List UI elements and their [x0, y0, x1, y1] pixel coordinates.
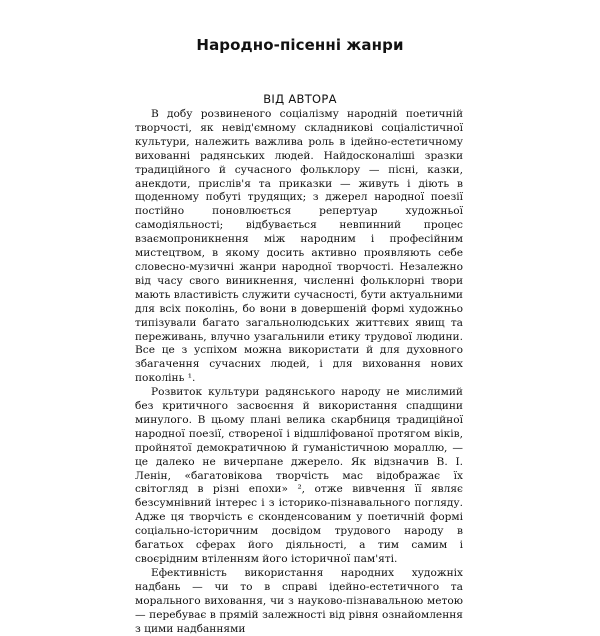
body-text [135, 108, 463, 636]
paragraph-2: Розвиток культури радянського народу не мислимий без критичного засвоєння й використання спадщини минулого. В цьому плані велика скарбниця традиційної народної поезії, створеної і відшліфованої протягом віків, пройнятої демократичною й гуманістичною мораллю, — це далеко не вичерпане джерело. Як відзначив В. І. Ленін, «багатовікова творчість мас відображає їх світогляд в різні епохи» ², отже вивчення її являє безсумнівний інтерес і з історико-пізнавального погляду. Адже ця творчість є сконденсованим у поетичній формі соціально-історичним досвідом трудового народу в багатьох сферах його діяльності, а тим самим і своєрідним втіленням його історичної пам'яті. [135, 386, 463, 565]
section-heading: ВІД АВТОРА [263, 92, 337, 106]
paragraph-3: Ефективність використання народних художніх надбань — чи то в справі ідейно-естетичного та морального виховання, чи з науково-пізнавальною метою — перебуває в прямій залежності від рівня ознайомлення з цими надбаннями [135, 566, 463, 635]
page-title: Народно-пісенні жанри [196, 36, 404, 54]
paragraph-1: В добу розвиненого соціалізму народній поетичній творчості, як невід'ємному складникові соціалістичної культури, належить важлива роль в ідейно-естетичному вихованні радянських людей. Найдосконаліші зразки традиційного й сучасного фольклору — пісні, казки, анекдоти, прислів'я та приказки — живуть і діють в щоденному побуті трудящих; з джерел народної поезії постійно поновлюється репертуар художньої самодіяльності; відбувається невпинний процес взаємопроникнення між народним і професійним мистецтвом, в якому досить активно проявляють себе словесно-музичні жанри народної творчості. Незалежно від часу свого виникнення, численні фольклорні твори мають властивість служити сучасності, бути актуальними для всіх поколінь, бо вони в довершеній формі художньо типізували багато загальнолюдських життєвих явищ та переживань, влучно узагальнили етику трудової людини. Все це з успіхом можна використати й для духовного збагачення сучасних людей, і для виховання нових поколінь ¹. [135, 108, 463, 385]
